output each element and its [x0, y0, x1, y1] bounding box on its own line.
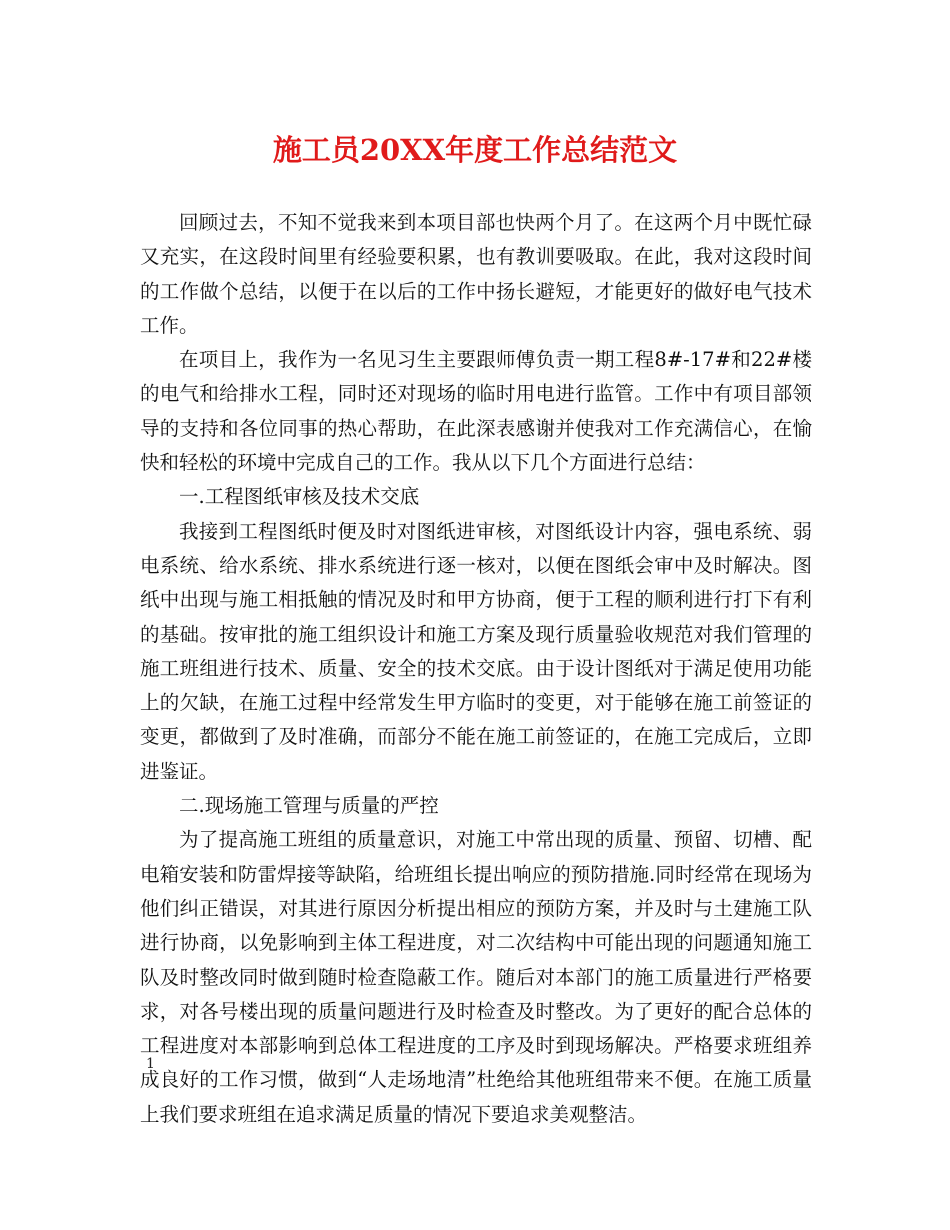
section-heading-1: 一.工程图纸审核及技术交底 [179, 485, 420, 509]
document-body [140, 206, 812, 1132]
page-number: 1 [146, 1056, 155, 1072]
document-title: 施工员20XX年度工作总结范文 [272, 133, 678, 167]
section-heading-2: 二.现场施工管理与质量的严控 [179, 794, 439, 818]
paragraph-intro: 回顾过去，不知不觉我来到本项目部也快两个月了。在这两个月中既忙碌又充实，在这段时间里有经验要积累，也有教训要吸取。在此，我对这段时间的工作做个总结，以便于在以后的工作中扬长避短，才能更好的做好电气技术工作。 [140, 211, 812, 337]
paragraph-drawing-review: 我接到工程图纸时便及时对图纸进审核，对图纸设计内容，强电系统、弱电系统、给水系统、排水系统进行逐一核对，以便在图纸会审中及时解决。图纸中出现与施工相抵触的情况及时和甲方协商，便于工程的顺利进行打下有利的基础。按审批的施工组织设计和施工方案及现行质量验收规范对我们管理的施工班组进行技术、质量、安全的技术交底。由于设计图纸对于满足使用功能上的欠缺，在施工过程中经常发生甲方临时的变更，对于能够在施工前签证的变更，都做到了及时准确，而部分不能在施工前签证的，在施工完成后，立即进鉴证。 [140, 519, 812, 783]
paragraph-quality-control: 为了提高施工班组的质量意识，对施工中常出现的质量、预留、切槽、配电箱安装和防雷焊接等缺陷，给班组长提出响应的预防措施.同时经常在现场为他们纠正错误，对其进行原因分析提出相应的预防方案，并及时与土建施工队进行协商，以免影响到主体工程进度，对二次结构中可能出现的问题通知施工队及时整改同时做到随时检查隐蔽工作。随后对本部门的施工质量进行严格要求，对各号楼出现的质量问题进行及时检查及时整改。为了更好的配合总体的工程进度对本部影响到总体工程进度的工序及时到现场解决。严格要求班组养成良好的工作习惯，做到“人走场地清”杜绝给其他班组带来不便。在施工质量上我们要求班组在追求满足质量的情况下要追求美观整洁。 [140, 828, 812, 1126]
paragraph-project-role: 在项目上，我作为一名见习生主要跟师傅负责一期工程8#-17#和22#楼的电气和给排水工程，同时还对现场的临时用电进行监管。工作中有项目部领导的支持和各位同事的热心帮助，在此深表感谢并使我对工作充满信心，在愉快和轻松的环境中完成自己的工作。我从以下几个方面进行总结： [140, 348, 812, 475]
